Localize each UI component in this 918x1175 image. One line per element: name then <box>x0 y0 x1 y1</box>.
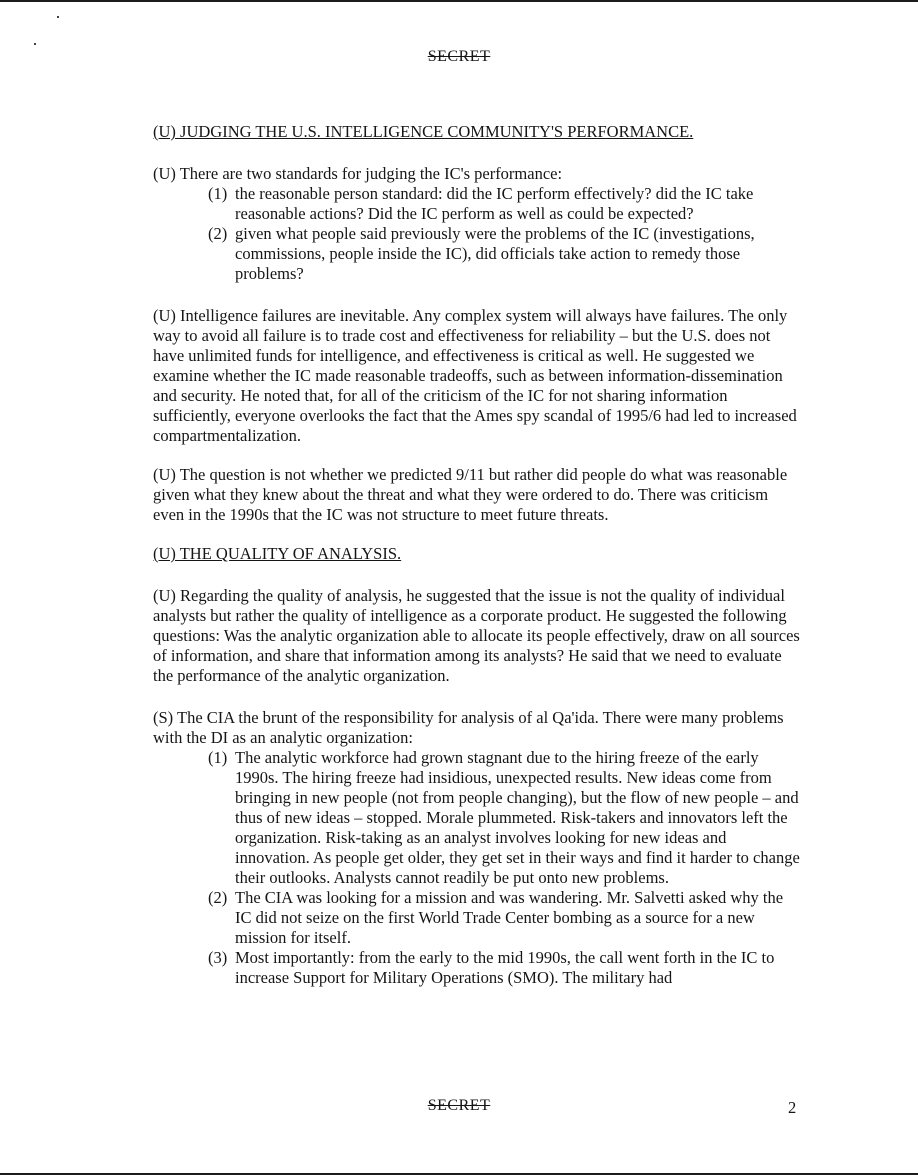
paragraph-failures: (U) Intelligence failures are inevitable. Any complex system will always have failures. The only way to avoid all failure is to trade cost and effectiveness for reliability – but the U.S. does not have unlimited funds for intelligence, and effectiveness is critical as well. He suggested we examine whether the IC made reasonable tradeoffs, such as between information-dissemination and security. He noted that, for all of the criticism of the IC for not sharing information sufficiently, everyone overlooks the fact that the Ames spy scandal of 1995/6 had led to increased compartmentalization. <box>153 306 797 445</box>
list-item <box>208 224 803 284</box>
list-number: (1) <box>208 748 228 767</box>
scan-speck <box>57 16 59 18</box>
paragraph-cia: (S) The CIA the brunt of the responsibility for analysis of al Qa'ida. There were many problems with the DI as an analytic organization: <box>153 708 784 747</box>
paragraph-quality: (U) Regarding the quality of analysis, he suggested that the issue is not the quality of individual analysts but rather the quality of intelligence as a corporate product. He suggested the following questions: Was the analytic organization able to allocate its people effectively, draw on all sources of information, and share that information among its analysts? He said that we need to evaluate the performance of the analytic organization. <box>153 586 800 685</box>
list-text: the reasonable person standard: did the IC perform effectively? did the IC take reasonable actions? Did the IC perform as well as could be expected? <box>235 184 754 223</box>
paragraph-question: (U) The question is not whether we predicted 9/11 but rather did people do what was reasonable given what they knew about the threat and what they were ordered to do. There was criticism even in the 1990s that the IC was not structure to meet future threats. <box>153 465 788 524</box>
list-number: (2) <box>208 888 228 907</box>
classification-footer: SECRET <box>427 1097 491 1114</box>
section-heading-judging: (U) JUDGING THE U.S. INTELLIGENCE COMMUNITY'S PERFORMANCE. <box>153 122 694 141</box>
list-item <box>208 948 803 988</box>
page-number: 2 <box>788 1098 797 1117</box>
list-number: (2) <box>208 224 228 243</box>
list-text: Most importantly: from the early to the mid 1990s, the call went forth in the IC to increase Support for Military Operations (SMO). The military had <box>235 948 775 987</box>
scan-edge-top <box>0 0 918 2</box>
document-body <box>153 122 803 988</box>
standards-list <box>153 184 803 284</box>
list-number: (1) <box>208 184 228 203</box>
list-text: given what people said previously were the problems of the IC (investigations, commissions, people inside the IC), did officials take action to remedy those problems? <box>235 224 755 283</box>
list-item <box>208 184 803 224</box>
scan-speck <box>34 43 36 45</box>
judging-intro: (U) There are two standards for judging the IC's performance: <box>153 164 563 183</box>
problems-list <box>153 748 803 988</box>
list-number: (3) <box>208 948 228 967</box>
list-text: The CIA was looking for a mission and was wandering. Mr. Salvetti asked why the IC did not seize on the first World Trade Center bombing as a source for a new mission for itself. <box>235 888 784 947</box>
classification-header: SECRET <box>427 48 491 65</box>
list-text: The analytic workforce had grown stagnant due to the hiring freeze of the early 1990s. The hiring freeze had insidious, unexpected results. New ideas come from bringing in new people (not from people changing), but the flow of new people – and thus of new ideas – stopped. Morale plummeted. Risk-takers and innovators left the organization. Risk-taking as an analyst involves looking for new ideas and innovation. As people get older, they get set in their ways and find it harder to change their outlooks. Analysts cannot readily be put onto new problems. <box>235 748 800 887</box>
section-heading-quality: (U) THE QUALITY OF ANALYSIS. <box>153 544 402 563</box>
list-item <box>208 888 803 948</box>
list-item <box>208 748 803 888</box>
